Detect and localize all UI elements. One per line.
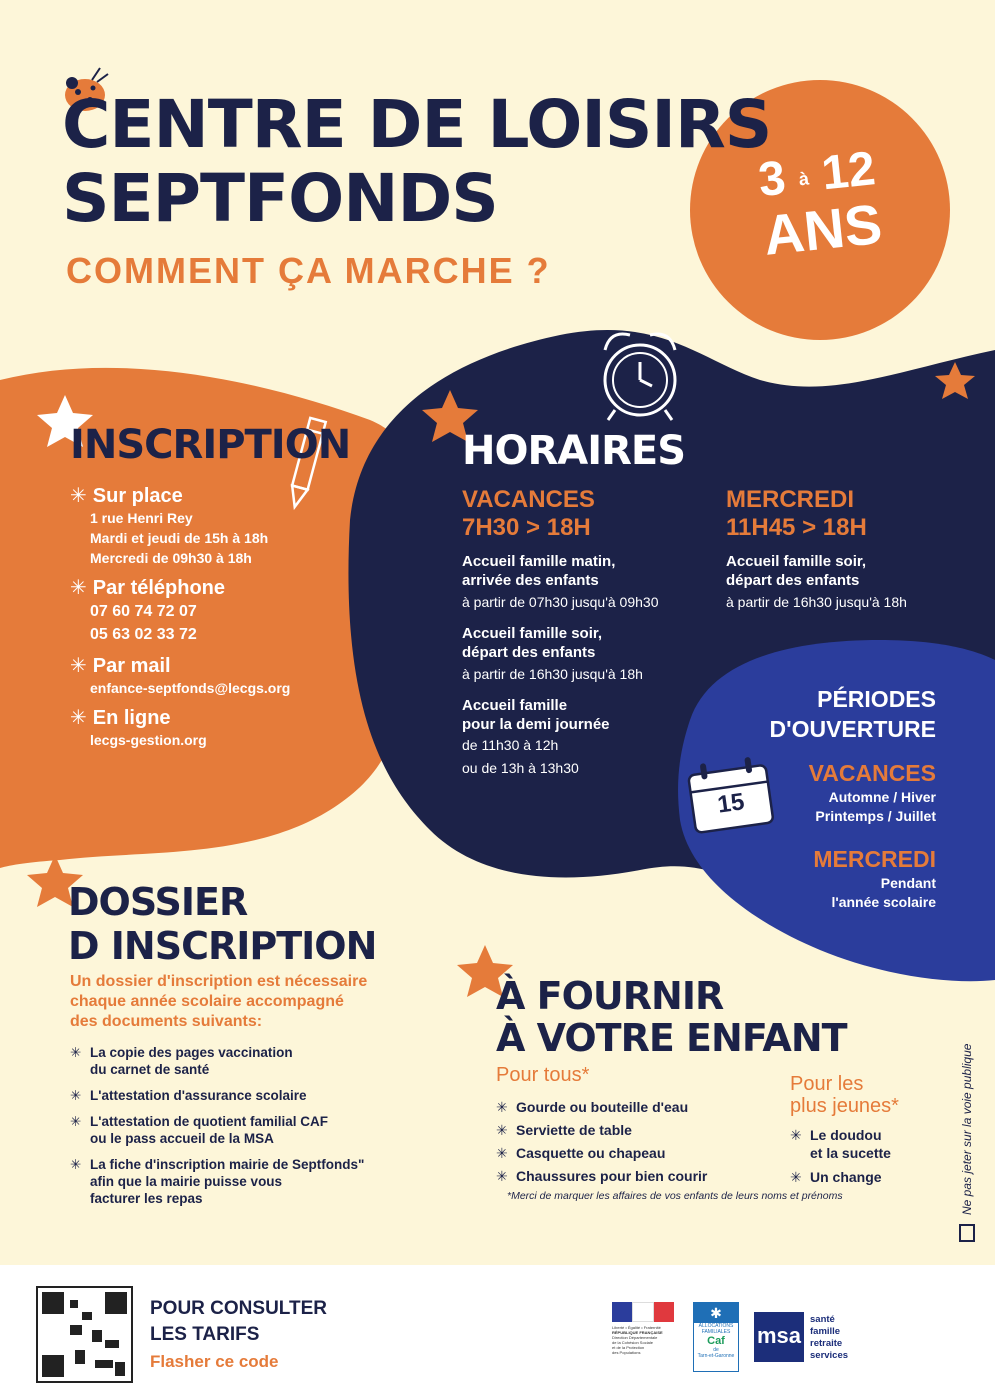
age-to: 12: [819, 142, 878, 201]
title-line2: SEPTFONDS: [62, 160, 498, 237]
list-item: ✳ Casquette ou chapeau: [496, 1142, 766, 1165]
msa-line1: santé: [810, 1314, 835, 1325]
prefecture-line5: et de la Protection: [612, 1345, 645, 1350]
inscription-heading: INSCRIPTION: [70, 422, 351, 468]
periodes-mercredi-line1: Pendant: [880, 875, 936, 891]
periodes-heading-line2: D'OUVERTURE: [769, 716, 936, 742]
periodes-vacances-line2: Printemps / Juillet: [815, 808, 936, 824]
age-from: 3: [756, 151, 789, 208]
fournir-jeunes-list: [790, 1126, 950, 1186]
dossier-item2: ✳ L'attestation d'assurance scolaire: [90, 1088, 307, 1103]
msa-logo: msa: [754, 1312, 804, 1362]
list-item: ✳ Un change: [790, 1168, 950, 1186]
fournir-note: *Merci de marquer les affaires de vos enfants de leurs noms et prénoms: [507, 1190, 843, 1202]
fournir-tous-list: [496, 1096, 766, 1188]
age-badge: [725, 141, 915, 268]
mercredi-b1-title2: départ des enfants: [726, 572, 860, 589]
caf-line1: ALLOCATIONS: [698, 1323, 734, 1329]
periodes-heading: [740, 684, 936, 744]
dossier-intro-line2: chaque année scolaire accompagné: [70, 993, 344, 1010]
vacances-b3-title1: Accueil famille: [462, 697, 568, 714]
page-title: [62, 88, 771, 236]
dossier-heading-line2: D INSCRIPTION: [68, 924, 377, 968]
horaires-heading: HORAIRES: [462, 428, 686, 474]
mercredi-b1-title1: Accueil famille soir,: [726, 553, 867, 570]
fournir-jeunes-title: [790, 1073, 899, 1117]
periodes-vacances-title: VACANCES: [808, 760, 936, 786]
inscription-details: [70, 484, 350, 750]
list-item: [70, 1044, 430, 1078]
vacances-b1-detail: à partir de 07h30 jusqu'à 09h30: [462, 594, 659, 610]
sur-place-hours2: Mercredi de 09h30 à 18h: [90, 550, 252, 566]
prefecture-line2: RÉPUBLIQUE FRANÇAISE: [612, 1330, 663, 1335]
vacances-b1-title2: arrivée des enfants: [462, 572, 599, 589]
dossier-item3-line1: ✳ L'attestation de quotient familial CAF: [90, 1114, 328, 1129]
age-a: à: [797, 168, 810, 190]
tarifs-line1: POUR CONSULTER: [150, 1298, 327, 1319]
mercredi-b1-detail: à partir de 16h30 jusqu'à 18h: [726, 594, 907, 610]
prefecture-line4: de la Cohésion Sociale: [612, 1340, 653, 1345]
periodes-mercredi-title: MERCREDI: [813, 846, 936, 872]
dossier-intro-line1: Un dossier d'inscription est nécessaire: [70, 973, 368, 990]
phone-1[interactable]: 07 60 74 72 07: [90, 603, 197, 620]
prefecture-line1: Liberté • Égalité • Fraternité: [612, 1325, 661, 1330]
vacances-b1-title1: Accueil famille matin,: [462, 553, 616, 570]
mercredi-time: 11H45 > 18H: [726, 514, 867, 541]
fournir-heading-line1: À FOURNIR: [496, 974, 724, 1018]
website-link[interactable]: lecgs-gestion.org: [90, 732, 207, 748]
bin-icon: [960, 1225, 974, 1241]
dossier-item1-line2: du carnet de santé: [90, 1062, 210, 1077]
msa-line4: services: [810, 1350, 849, 1361]
sur-place-hours1: Mardi et jeudi de 15h à 18h: [90, 530, 269, 546]
telephone-label: ✳ Par téléphone: [70, 576, 350, 600]
caf-line3: Caf: [707, 1335, 725, 1347]
prefecture-line6: des Populations: [612, 1350, 641, 1355]
dossier-intro-line3: des documents suivants:: [70, 1013, 263, 1030]
prefecture-logo: [612, 1302, 674, 1355]
fournir-heading-line2: À VOTRE ENFANT: [496, 1016, 847, 1060]
sur-place-address: 1 rue Henri Rey: [90, 510, 193, 526]
tarifs-line2: LES TARIFS: [150, 1324, 260, 1345]
vacances-b2-detail: à partir de 16h30 jusqu'à 18h: [462, 666, 643, 682]
dossier-intro: [70, 972, 430, 1032]
email-link[interactable]: enfance-septfonds@lecgs.org: [90, 680, 291, 696]
list-item: [790, 1126, 950, 1162]
caf-line2: FAMILIALES: [701, 1329, 731, 1335]
qr-code-icon: [37, 1287, 132, 1382]
dossier-heading-line1: DOSSIER: [68, 880, 248, 924]
vacances-b3-detail2: ou de 13h à 13h30: [462, 760, 579, 776]
vacances-b2-title1: Accueil famille soir,: [462, 625, 603, 642]
mail-label: ✳ Par mail: [70, 654, 350, 678]
list-item: [70, 1156, 430, 1207]
vacances-time: 7H30 > 18H: [462, 514, 591, 541]
list-item: ✳ Serviette de table: [496, 1119, 766, 1142]
jeunes-item1-line1: ✳ Le doudou: [810, 1127, 882, 1143]
periodes-details: [740, 758, 936, 912]
prefecture-line3: Direction Départementale: [612, 1335, 658, 1340]
calendar-day: 15: [715, 788, 747, 819]
side-note: Ne pas jeter sur la voie publique: [960, 1043, 974, 1215]
fournir-tous-title: Pour tous*: [496, 1064, 590, 1086]
dossier-item3-line2: ou le pass accueil de la MSA: [90, 1131, 274, 1146]
dossier-list: [70, 1044, 430, 1207]
dossier-item4-line3: facturer les repas: [90, 1191, 203, 1206]
dossier-heading: [68, 880, 376, 968]
periodes-vacances-line1: Automne / Hiver: [828, 789, 936, 805]
caf-symbol-icon: ✱: [694, 1303, 738, 1323]
vacances-b3-detail1: de 11h30 à 12h: [462, 737, 559, 753]
page-subtitle: COMMENT ÇA MARCHE ?: [66, 250, 551, 291]
age-unit: ANS: [760, 192, 885, 268]
dossier-item4-line1: ✳ La fiche d'inscription mairie de Septfonds": [90, 1157, 365, 1172]
list-item: ✳ Chaussures pour bien courir: [496, 1165, 766, 1188]
horaires-mercredi: [726, 486, 976, 614]
list-item: ✳ Gourde ou bouteille d'eau: [496, 1096, 766, 1119]
list-item: [70, 1113, 430, 1147]
sur-place-label: ✳ Sur place: [70, 484, 350, 508]
msa-line3: retraite: [810, 1338, 843, 1349]
caf-line4: de: [713, 1347, 719, 1353]
title-line1: CENTRE DE LOISIRS: [62, 86, 772, 163]
vacances-b3-title2: pour la demi journée: [462, 716, 610, 733]
periodes-heading-line1: PÉRIODES: [817, 686, 936, 712]
caf-line5: Tarn-et-Garonne: [697, 1353, 735, 1359]
vacances-title: VACANCES: [462, 486, 595, 513]
flash-text: Flasher ce code: [150, 1352, 279, 1371]
tarifs-text: [150, 1296, 327, 1348]
jeunes-item1-line2: et la sucette: [810, 1145, 891, 1161]
caf-logo: [693, 1302, 739, 1372]
flag-icon: [612, 1302, 674, 1322]
fournir-heading: [496, 975, 847, 1059]
en-ligne-label: ✳ En ligne: [70, 706, 350, 730]
horaires-vacances: [462, 486, 712, 780]
msa-text: [810, 1314, 848, 1362]
msa-line2: famille: [810, 1326, 841, 1337]
list-item: [70, 1087, 430, 1104]
jeunes-title-line2: plus jeunes*: [790, 1095, 899, 1117]
jeunes-title-line1: Pour les: [790, 1073, 864, 1095]
phone-2[interactable]: 05 63 02 33 72: [90, 626, 197, 643]
dossier-item1-line1: ✳ La copie des pages vaccination: [90, 1045, 293, 1060]
dossier-item4-line2: afin que la mairie puisse vous: [90, 1174, 283, 1189]
vacances-b2-title2: départ des enfants: [462, 644, 596, 661]
mercredi-title: MERCREDI: [726, 486, 855, 513]
periodes-mercredi-line2: l'année scolaire: [831, 894, 936, 910]
